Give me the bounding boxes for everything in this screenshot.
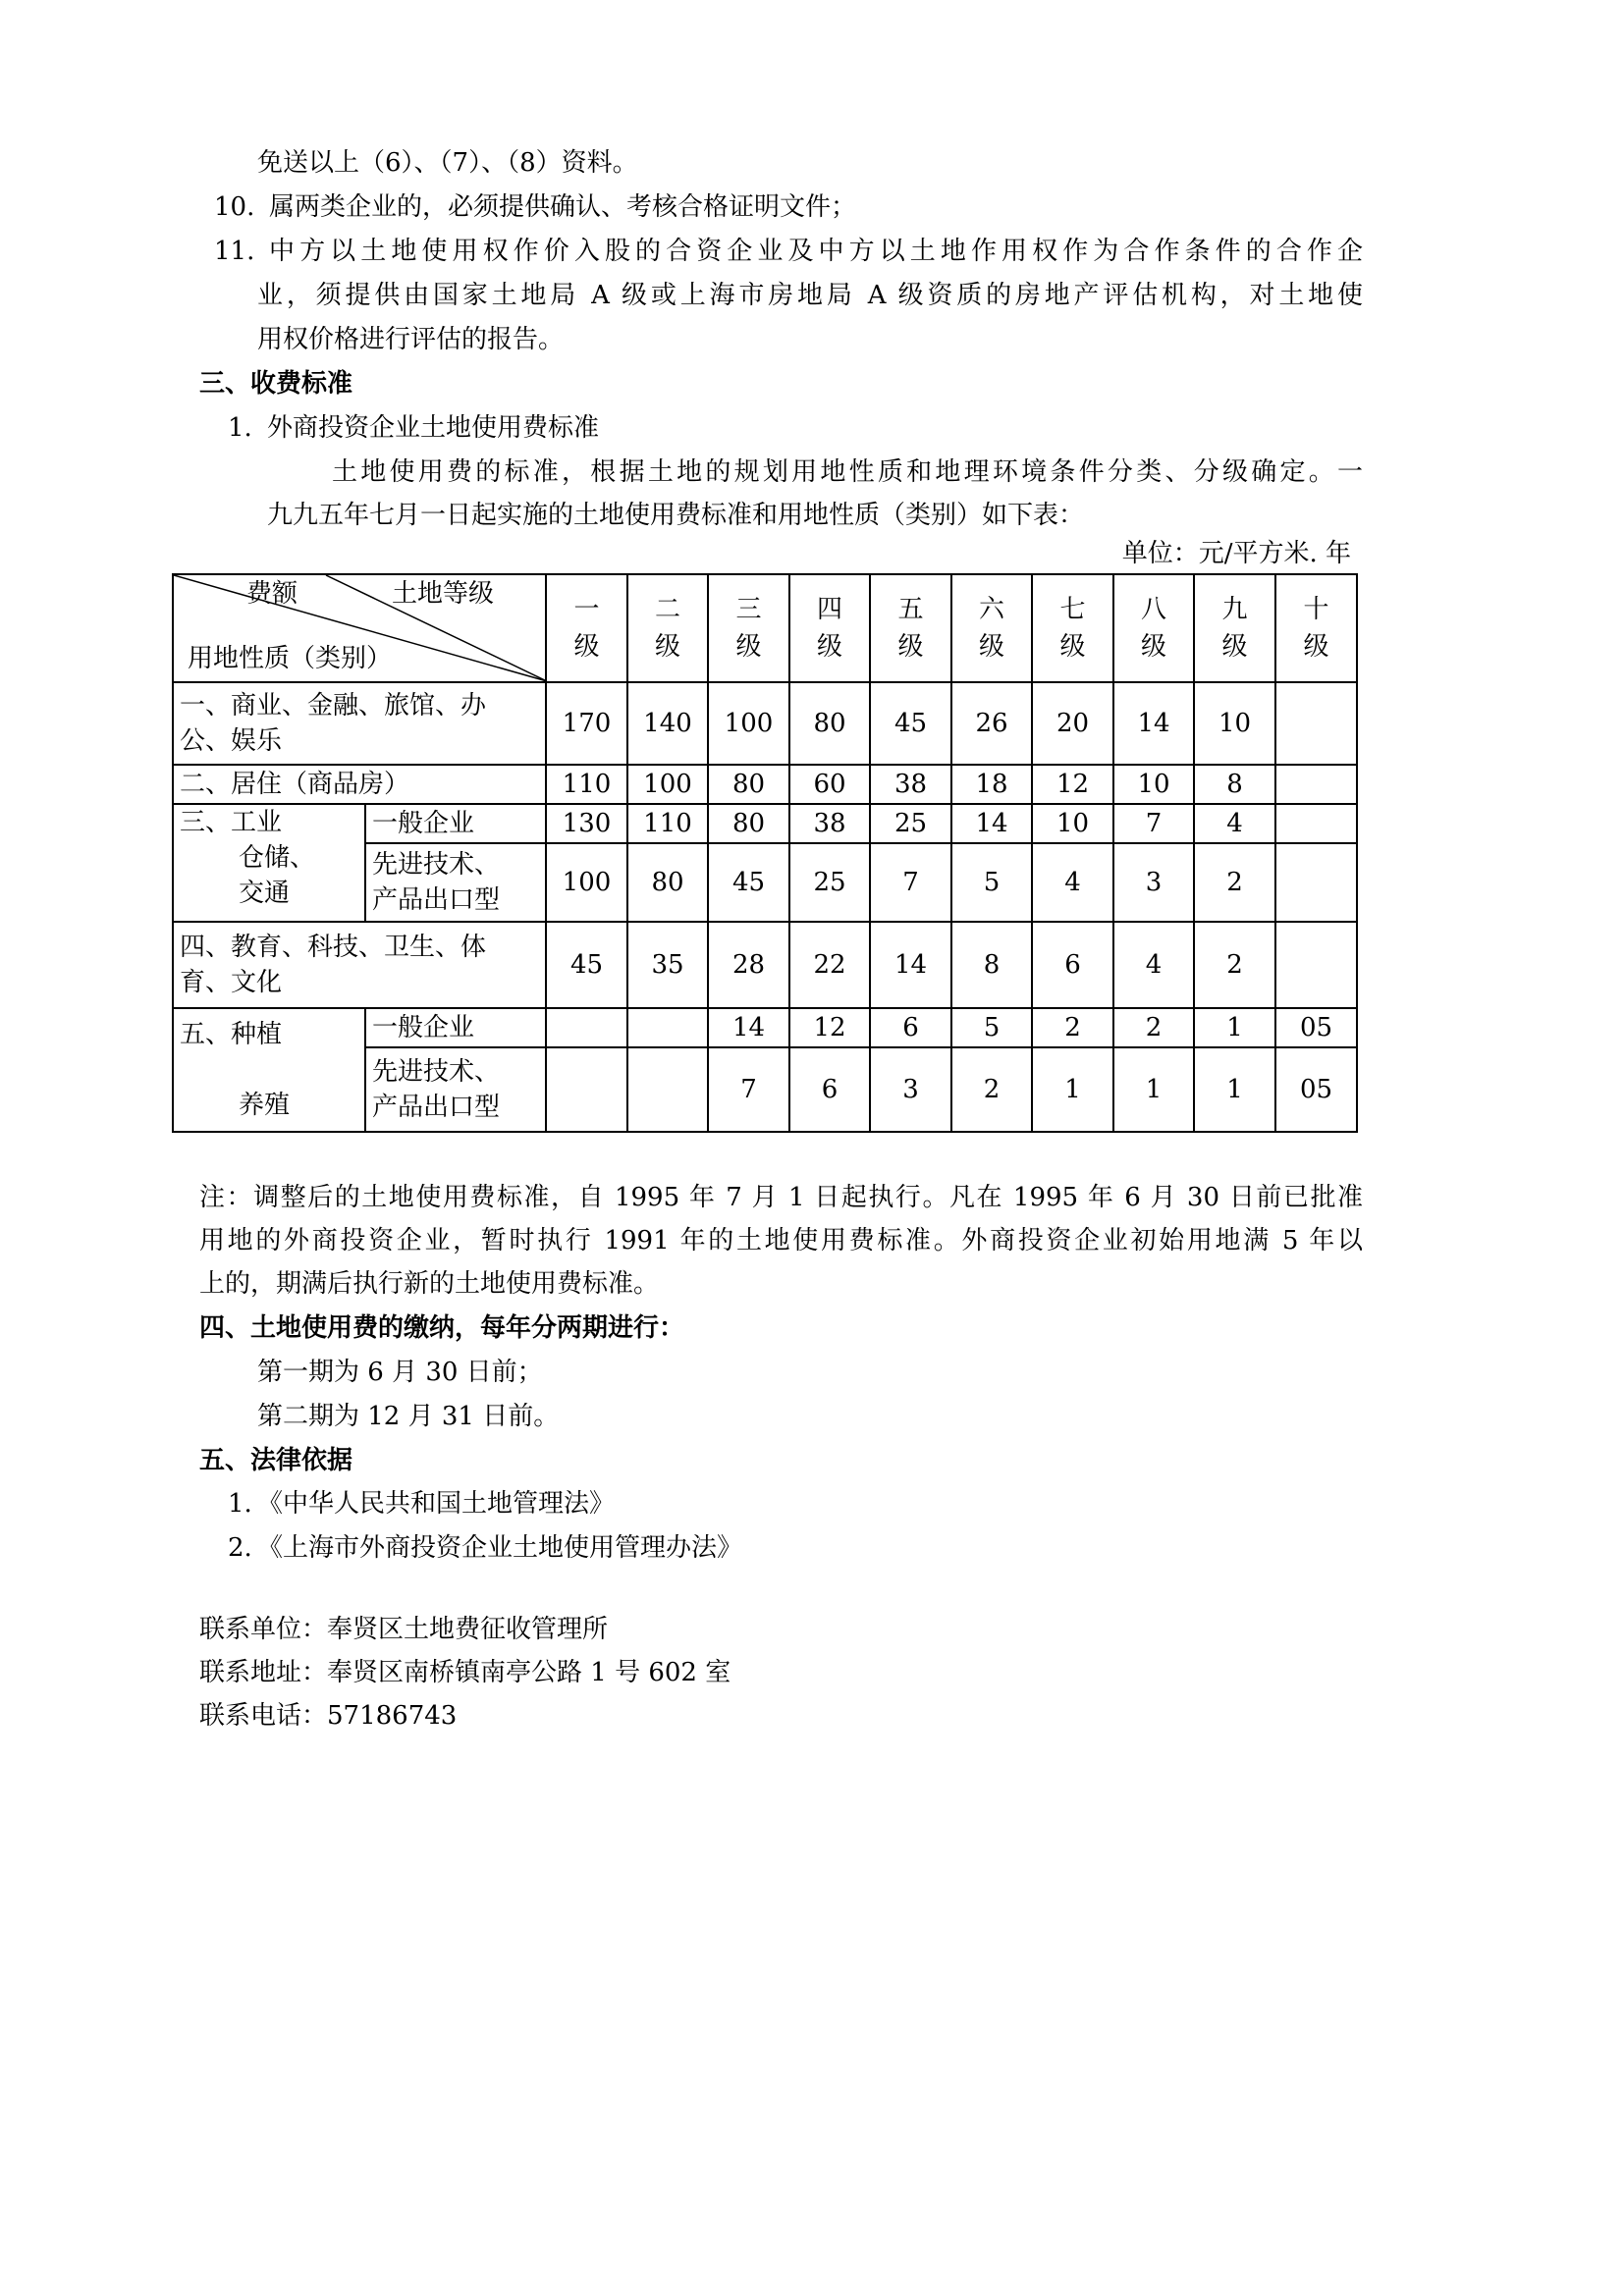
table-cell: 14 xyxy=(870,922,951,1008)
section-heading: 五、法律依据 xyxy=(199,1446,353,1475)
row-label: 二、居住（商品房） xyxy=(173,765,546,804)
table-cell: 8 xyxy=(1194,765,1275,804)
grade-header: 八 级 xyxy=(1113,574,1194,682)
text-line: 第一期为 6 月 30 日前； xyxy=(257,1358,543,1387)
text-line: 免送以上（6）、（7）、（8）资料。 xyxy=(257,148,638,178)
table-cell: 14 xyxy=(1113,682,1194,765)
table-cell: 18 xyxy=(951,765,1032,804)
table-cell: 7 xyxy=(708,1047,789,1132)
table-cell: 45 xyxy=(870,682,951,765)
table-cell: 2 xyxy=(1194,922,1275,1008)
note-line: 上的，期满后执行新的土地使用费标准。 xyxy=(199,1269,660,1299)
table-cell: 100 xyxy=(708,682,789,765)
section-heading: 四、土地使用费的缴纳，每年分两期进行： xyxy=(199,1313,685,1343)
table-cell: 45 xyxy=(708,843,789,922)
contact-phone: 联系电话：57186743 xyxy=(199,1701,458,1731)
section-heading: 三、收费标准 xyxy=(199,369,353,399)
table-cell: 1 xyxy=(1194,1008,1275,1047)
grade-header: 五 级 xyxy=(870,574,951,682)
table-cell: 10 xyxy=(1194,682,1275,765)
table-cell xyxy=(627,1008,708,1047)
table-cell: 45 xyxy=(546,922,627,1008)
grade-header: 九 级 xyxy=(1194,574,1275,682)
table-cell: 14 xyxy=(708,1008,789,1047)
table-cell: 3 xyxy=(1113,843,1194,922)
table-cell: 25 xyxy=(870,804,951,843)
table-cell xyxy=(1275,843,1357,922)
corner-header xyxy=(173,574,546,682)
item-number: 10. xyxy=(214,192,255,222)
table-cell: 12 xyxy=(789,1008,870,1047)
grade-header: 六 级 xyxy=(951,574,1032,682)
text-line: 土地使用费的标准，根据土地的规划用地性质和地理环境条件分类、分级确定。一 xyxy=(332,457,1363,487)
header-row xyxy=(173,574,1357,682)
text-line: 外商投资企业土地使用费标准 xyxy=(267,413,600,443)
grade-header: 七 级 xyxy=(1032,574,1113,682)
table-cell: 7 xyxy=(870,843,951,922)
text-line: 《上海市外商投资企业土地使用管理办法》 xyxy=(257,1533,743,1563)
table-cell: 80 xyxy=(627,843,708,922)
contact-address: 联系地址：奉贤区南桥镇南亭公路 1 号 602 室 xyxy=(199,1658,731,1687)
table-cell: 80 xyxy=(789,682,870,765)
row-label: 四、教育、科技、卫生、体 育、文化 xyxy=(173,922,546,1008)
sub-row-label: 先进技术、 产品出口型 xyxy=(365,1047,546,1132)
table-cell: 2 xyxy=(951,1047,1032,1132)
table-cell: 100 xyxy=(546,843,627,922)
sub-row-label: 一般企业 xyxy=(365,804,546,843)
table-cell: 05 xyxy=(1275,1008,1357,1047)
table-cell: 05 xyxy=(1275,1047,1357,1132)
table-row xyxy=(173,804,1357,843)
item-number: 1. xyxy=(228,1489,252,1519)
corner-category-label: 用地性质（类别） xyxy=(188,644,393,673)
table-cell: 5 xyxy=(951,1008,1032,1047)
table-row xyxy=(173,682,1357,765)
grade-header: 三 级 xyxy=(708,574,789,682)
text-line: 属两类企业的，必须提供确认、考核合格证明文件； xyxy=(269,192,857,222)
table-cell: 140 xyxy=(627,682,708,765)
table-cell: 28 xyxy=(708,922,789,1008)
table-cell: 4 xyxy=(1032,843,1113,922)
table-row xyxy=(173,1008,1357,1047)
table-cell xyxy=(627,1047,708,1132)
table-cell: 6 xyxy=(1032,922,1113,1008)
table-cell: 2 xyxy=(1194,843,1275,922)
table-cell: 1 xyxy=(1113,1047,1194,1132)
grade-header: 二 级 xyxy=(627,574,708,682)
table-cell: 6 xyxy=(789,1047,870,1132)
table-cell: 35 xyxy=(627,922,708,1008)
grade-header: 四 级 xyxy=(789,574,870,682)
table-cell xyxy=(1275,682,1357,765)
contact-unit: 联系单位：奉贤区土地费征收管理所 xyxy=(199,1615,609,1644)
table-cell: 4 xyxy=(1194,804,1275,843)
table-cell: 60 xyxy=(789,765,870,804)
item-number: 11. xyxy=(214,237,255,266)
corner-grade-label: 土地等级 xyxy=(392,579,495,609)
item-number: 1. xyxy=(228,413,252,443)
text-line: 九九五年七月一日起实施的土地使用费标准和用地性质（类别）如下表： xyxy=(267,501,1085,530)
table-cell: 38 xyxy=(789,804,870,843)
table-cell: 8 xyxy=(951,922,1032,1008)
table-cell: 130 xyxy=(546,804,627,843)
table-cell: 170 xyxy=(546,682,627,765)
table-cell: 7 xyxy=(1113,804,1194,843)
table-cell: 2 xyxy=(1032,1008,1113,1047)
table-cell: 1 xyxy=(1032,1047,1113,1132)
table-cell: 22 xyxy=(789,922,870,1008)
table-cell xyxy=(1275,804,1357,843)
table-cell: 3 xyxy=(870,1047,951,1132)
text-line: 第二期为 12 月 31 日前。 xyxy=(257,1402,560,1431)
table-cell: 14 xyxy=(951,804,1032,843)
table-cell: 110 xyxy=(627,804,708,843)
text-line: 用权价格进行评估的报告。 xyxy=(257,325,565,354)
table-cell: 100 xyxy=(627,765,708,804)
table-cell xyxy=(546,1047,627,1132)
table-row xyxy=(173,922,1357,1008)
table-cell: 10 xyxy=(1032,804,1113,843)
table-cell: 26 xyxy=(951,682,1032,765)
fee-table xyxy=(172,573,1358,1133)
sub-row-label: 一般企业 xyxy=(365,1008,546,1047)
table-cell: 20 xyxy=(1032,682,1113,765)
table-cell: 25 xyxy=(789,843,870,922)
corner-fee-label: 费额 xyxy=(246,579,298,609)
grade-header: 一 级 xyxy=(546,574,627,682)
row-label: 三、工业 仓储、 交通 xyxy=(173,804,365,922)
text-line: 《中华人民共和国土地管理法》 xyxy=(257,1489,616,1519)
table-cell: 6 xyxy=(870,1008,951,1047)
text-line: 中方以土地使用权作价入股的合资企业及中方以土地作用权作为合作条件的合作企 xyxy=(269,237,1363,266)
table-cell xyxy=(546,1008,627,1047)
row-label: 一、商业、金融、旅馆、办 公、娱乐 xyxy=(173,682,546,765)
table-cell: 4 xyxy=(1113,922,1194,1008)
table-cell: 38 xyxy=(870,765,951,804)
table-cell: 80 xyxy=(708,765,789,804)
table-cell: 5 xyxy=(951,843,1032,922)
note-line: 用地的外商投资企业，暂时执行 1991 年的土地使用费标准。外商投资企业初始用地满 5 年以 xyxy=(199,1226,1363,1255)
grade-header: 十 级 xyxy=(1275,574,1357,682)
unit-label: 单位：元/平方米. 年 xyxy=(1121,539,1351,568)
table-cell xyxy=(1275,922,1357,1008)
table-cell: 1 xyxy=(1194,1047,1275,1132)
table-cell xyxy=(1275,765,1357,804)
table-cell: 10 xyxy=(1113,765,1194,804)
item-number: 2. xyxy=(228,1533,252,1563)
sub-row-label: 先进技术、 产品出口型 xyxy=(365,843,546,922)
table-cell: 80 xyxy=(708,804,789,843)
table-row xyxy=(173,765,1357,804)
row-label: 五、种植 养殖 xyxy=(173,1008,365,1132)
table-cell: 2 xyxy=(1113,1008,1194,1047)
note-line: 注：调整后的土地使用费标准，自 1995 年 7 月 1 日起执行。凡在 1995 年 6 月 30 日前已批准 xyxy=(199,1183,1363,1212)
table-cell: 110 xyxy=(546,765,627,804)
table-cell: 12 xyxy=(1032,765,1113,804)
text-line: 业，须提供由国家土地局 A 级或上海市房地局 A 级资质的房地产评估机构，对土地使 xyxy=(257,281,1363,310)
